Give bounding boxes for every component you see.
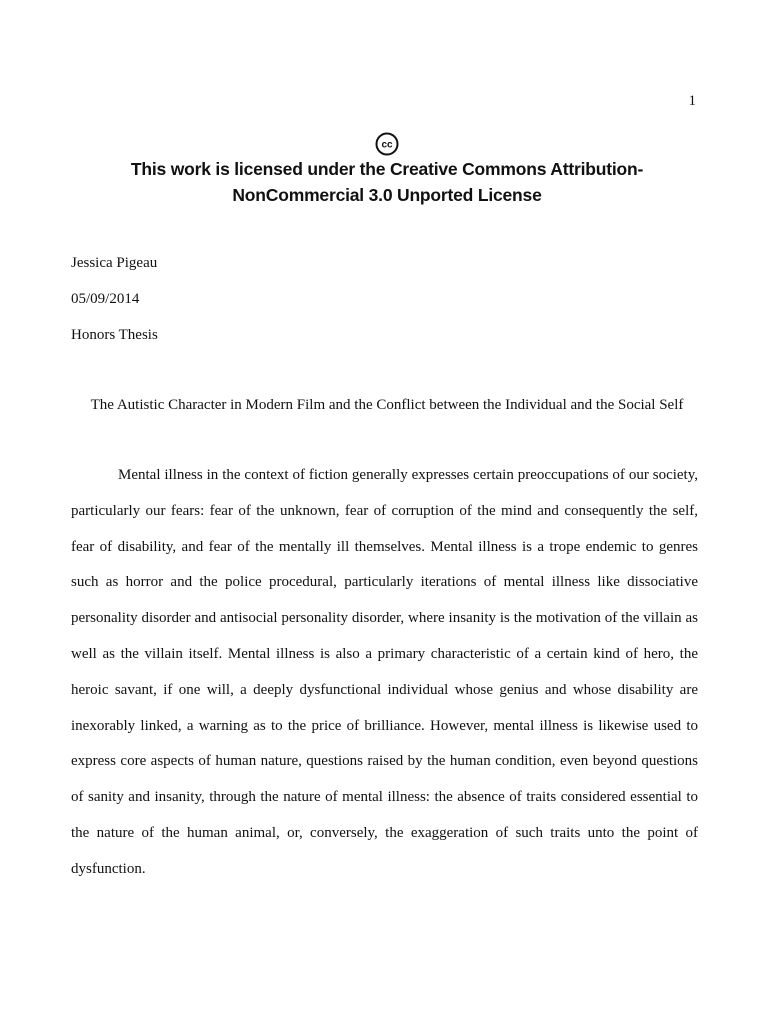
body-paragraph: Mental illness in the context of fiction generally expresses certain preoccupations of our society, particularly our fears: fear of the unknown, fear of corruption of the mind and consequently the self, fear of disability, and fear of the mentally ill themselves. Mental illness is a trope endemic to genres such as horror and the police procedural, particularly iterations of mental illness like dissociative personality disorder and antisocial personality disorder, where insanity is the motivation of the villain as well as the villain itself. Mental illness is also a primary characteristic of a certain kind of hero, the heroic savant, if one will, a deeply dysfunctional individual whose genius and whose disability are inexorably linked, a warning as to the price of brilliance. However, mental illness is likewise used to express core aspects of human nature, questions raised by the human condition, even beyond questions of sanity and insanity, through the nature of mental illness: the absence of traits considered essential to the nature of the human animal, or, conversely, the exaggeration of such traits unto the point of dysfunction.	[71, 467, 698, 877]
license-heading-line1: This work is licensed under the Creative Commons Attribution-	[130, 159, 644, 179]
document-type: Honors Thesis	[71, 327, 158, 343]
license-heading-line2: NonCommercial 3.0 Unported License	[232, 185, 542, 205]
author-name: Jessica Pigeau	[71, 255, 158, 271]
license-heading	[80, 156, 694, 208]
document-title: The Autistic Character in Modern Film and the Conflict between the Individual and the Social Self	[90, 397, 684, 413]
document-date: 05/09/2014	[71, 291, 140, 307]
cc-icon	[375, 132, 399, 156]
cc-icon-text: cc	[381, 139, 393, 151]
page-number: 1	[688, 93, 696, 109]
